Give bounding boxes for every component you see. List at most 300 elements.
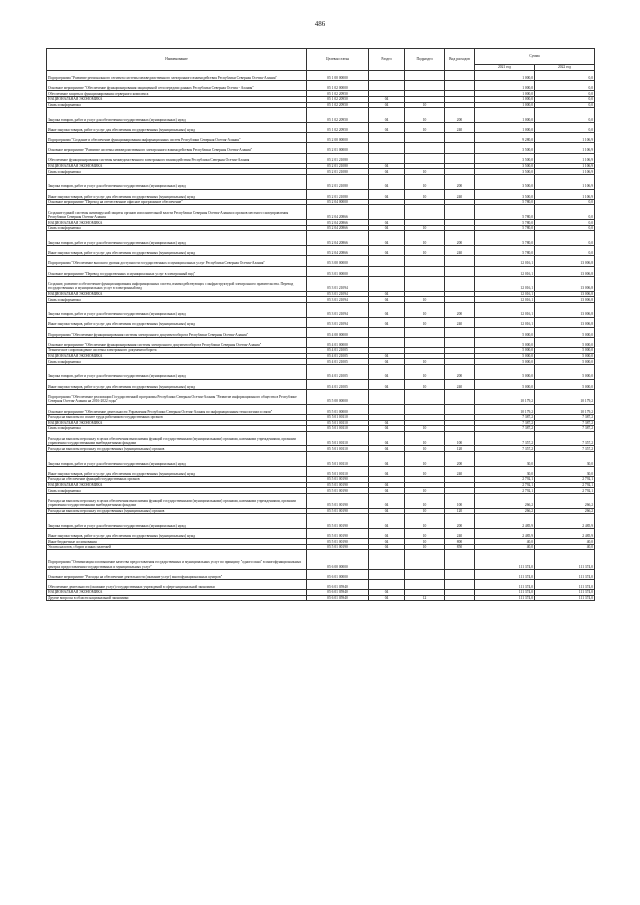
cell-sum-2021: 5 000,0	[475, 364, 535, 379]
cell-section: 04	[369, 493, 405, 508]
table-row	[47, 122, 595, 132]
cell-sum-2022: 111 374,0	[535, 590, 595, 596]
cell-expense-type: 100	[445, 493, 475, 508]
cell-target-code: 05 5 01 00190	[307, 539, 369, 545]
cell-sum-2021: 266,2	[475, 493, 535, 508]
cell-target-code: 05 3 01 21094	[307, 276, 369, 291]
cell-target-code: 05 3 01 21094	[307, 297, 369, 303]
cell-section: 04	[369, 539, 405, 545]
cell-section	[369, 327, 405, 337]
table-row	[47, 108, 595, 123]
cell-sum-2021: 2 792,1	[475, 482, 535, 488]
cell-section: 04	[369, 291, 405, 297]
cell-section: 04	[369, 317, 405, 327]
cell-section	[369, 143, 405, 153]
header-year-2022: 2022 год	[535, 65, 595, 71]
cell-expense-type	[445, 81, 475, 91]
table-row	[47, 493, 595, 508]
cell-name: Подпрограмма "Создание и обеспечение функционирования информационных систем Республики Северная Осетия-Алания"	[47, 133, 307, 143]
cell-section: 04	[369, 163, 405, 169]
cell-section	[369, 550, 405, 569]
table-row	[47, 466, 595, 476]
cell-name: Основное мероприятие "Развитие системы межведомственного электронного взаимодействия Республики Северная Осетия-Алания"	[47, 143, 307, 153]
cell-subsection: 10	[405, 466, 445, 476]
cell-name: Обеспечение функционирования системы межведомственного электронного взаимодействия Республики Северная Осетия-Алания	[47, 153, 307, 163]
cell-name: НАЦИОНАЛЬНАЯ ЭКОНОМИКА	[47, 420, 307, 426]
cell-sum-2022: 7 387,2	[535, 414, 595, 420]
cell-subsection: 10	[405, 297, 445, 303]
cell-section: 04	[369, 231, 405, 246]
cell-target-code: 05 5 01 00190	[307, 514, 369, 529]
cell-sum-2021: 111 374,0	[475, 595, 535, 601]
cell-target-code: 05 2 04 20866	[307, 220, 369, 226]
table-row	[47, 256, 595, 266]
cell-expense-type	[445, 595, 475, 601]
cell-name: Связь и информатика	[47, 426, 307, 432]
cell-sum-2022: 111 374,0	[535, 550, 595, 569]
header-subsection: Подраздел	[405, 49, 445, 71]
cell-target-code: 05 5 01 00000	[307, 404, 369, 414]
cell-subsection: 10	[405, 225, 445, 231]
cell-subsection: 10	[405, 317, 445, 327]
cell-name: Связь и информатика	[47, 297, 307, 303]
cell-target-code: 05 5 01 00190	[307, 493, 369, 508]
cell-name: Закупка товаров, работ и услуг для обеспечения государственных (муниципальных) нужд	[47, 452, 307, 467]
cell-name: Иные закупки товаров, работ и услуг для обеспечения государственных (муниципальных) нужд	[47, 529, 307, 539]
cell-target-code: 05 2 01 21080	[307, 153, 369, 163]
cell-section: 04	[369, 353, 405, 359]
cell-sum-2022: 1 106,9	[535, 169, 595, 175]
cell-sum-2022: 13 006,8	[535, 276, 595, 291]
cell-expense-type: 240	[445, 317, 475, 327]
cell-sum-2021: 7 387,2	[475, 420, 535, 426]
cell-name: Закупка товаров, работ и услуг для обеспечения государственных (муниципальных) нужд	[47, 302, 307, 317]
cell-name: Обеспечение защиты и функционирования серверного комплекса	[47, 91, 307, 97]
cell-section: 04	[369, 426, 405, 432]
cell-name: НАЦИОНАЛЬНАЯ ЭКОНОМИКА	[47, 482, 307, 488]
cell-name: Иные закупки товаров, работ и услуг для обеспечения государственных (муниципальных) нужд	[47, 317, 307, 327]
cell-name: Закупка товаров, работ и услуг для обеспечения государственных (муниципальных) нужд	[47, 231, 307, 246]
cell-expense-type: 200	[445, 302, 475, 317]
cell-sum-2022: 2 792,1	[535, 477, 595, 483]
cell-expense-type: 200	[445, 108, 475, 123]
cell-sum-2022: 0,0	[535, 81, 595, 91]
cell-sum-2021: 5 780,0	[475, 231, 535, 246]
cell-section: 04	[369, 174, 405, 189]
cell-sum-2022: 5 000,0	[535, 379, 595, 389]
cell-subsection: 10	[405, 488, 445, 494]
cell-sum-2022: 0,0	[535, 71, 595, 81]
cell-section	[369, 579, 405, 589]
cell-subsection	[405, 550, 445, 569]
cell-subsection	[405, 404, 445, 414]
cell-name: Закупка товаров, работ и услуг для обеспечения государственных (муниципальных) нужд	[47, 108, 307, 123]
cell-target-code: 05 5 01 00110	[307, 426, 369, 432]
cell-section: 04	[369, 225, 405, 231]
table-row	[47, 302, 595, 317]
cell-target-code: 05 4 01 21005	[307, 379, 369, 389]
cell-sum-2021: 266,2	[475, 508, 535, 514]
table-row	[47, 595, 595, 601]
cell-expense-type: 850	[445, 544, 475, 550]
cell-sum-2021: 1 000,0	[475, 91, 535, 97]
cell-subsection: 10	[405, 446, 445, 452]
cell-section: 04	[369, 102, 405, 108]
cell-sum-2021: 12 016,1	[475, 266, 535, 276]
cell-target-code: 05 2 01 21080	[307, 189, 369, 199]
table-header	[47, 49, 595, 71]
table-row	[47, 550, 595, 569]
cell-sum-2022: 7 357,2	[535, 431, 595, 446]
cell-sum-2021: 3 500,0	[475, 163, 535, 169]
cell-name: Иные закупки товаров, работ и услуг для обеспечения государственных (муниципальных) нужд	[47, 466, 307, 476]
cell-target-code: 05 5 01 00190	[307, 529, 369, 539]
cell-subsection: 10	[405, 508, 445, 514]
cell-sum-2021: 1 000,0	[475, 71, 535, 81]
cell-sum-2022: 5 000,0	[535, 327, 595, 337]
cell-subsection: 10	[405, 364, 445, 379]
cell-section	[369, 404, 405, 414]
cell-sum-2022: 13 006,8	[535, 256, 595, 266]
cell-section: 04	[369, 220, 405, 226]
cell-sum-2022: 0,0	[535, 205, 595, 220]
cell-sum-2022: 40,0	[535, 544, 595, 550]
table-row	[47, 431, 595, 446]
cell-name: Основное мероприятие "Переход на отечественное офисное программное обеспечение"	[47, 199, 307, 205]
cell-name: Основное мероприятие "Обеспечение функционирования защищенной сети передачи данных Республики Северная Осетия - Алания"	[47, 81, 307, 91]
cell-target-code: 05 1 02 20950	[307, 91, 369, 97]
header-year-2021: 2021 год	[475, 65, 535, 71]
cell-subsection: 10	[405, 493, 445, 508]
cell-section: 04	[369, 544, 405, 550]
cell-sum-2022: 111 374,0	[535, 569, 595, 579]
cell-expense-type: 120	[445, 446, 475, 452]
cell-expense-type: 200	[445, 364, 475, 379]
cell-expense-type: 240	[445, 466, 475, 476]
cell-sum-2021: 12 016,1	[475, 256, 535, 266]
cell-section: 04	[369, 379, 405, 389]
cell-sum-2022: 2 792,1	[535, 482, 595, 488]
cell-sum-2021: 2 485,9	[475, 514, 535, 529]
cell-name: Основное мероприятие "Расходы на обеспечение деятельности (оказание услуг) многофункциональных центров"	[47, 569, 307, 579]
cell-subsection: 10	[405, 514, 445, 529]
cell-subsection	[405, 569, 445, 579]
cell-subsection: 10	[405, 431, 445, 446]
cell-subsection: 10	[405, 426, 445, 432]
cell-name: НАЦИОНАЛЬНАЯ ЭКОНОМИКА	[47, 291, 307, 297]
cell-name: Расходы на обеспечение функций государственных органов	[47, 477, 307, 483]
cell-section: 04	[369, 246, 405, 256]
cell-sum-2022: 1 106,9	[535, 153, 595, 163]
cell-section	[369, 153, 405, 163]
table-row	[47, 337, 595, 347]
cell-expense-type	[445, 327, 475, 337]
cell-name: Основное мероприятие "Обеспечение функционирования системы электронного документооборота Республики Северная Осетия-Алания"	[47, 337, 307, 347]
cell-sum-2022: 0,0	[535, 225, 595, 231]
cell-sum-2021: 12 016,1	[475, 297, 535, 303]
cell-sum-2021: 5 780,0	[475, 246, 535, 256]
cell-subsection: 10	[405, 452, 445, 467]
cell-sum-2021: 1 000,0	[475, 108, 535, 123]
cell-expense-type	[445, 205, 475, 220]
cell-target-code: 05 5 01 00190	[307, 482, 369, 488]
cell-expense-type: 800	[445, 539, 475, 545]
cell-sum-2022: 0,0	[535, 220, 595, 226]
cell-section: 04	[369, 452, 405, 467]
cell-target-code: 05 4 01 21005	[307, 353, 369, 359]
cell-sum-2021: 7 387,2	[475, 414, 535, 420]
cell-sum-2022: 7 387,2	[535, 420, 595, 426]
cell-name: Подпрограмма "Оптимизация и повышение качества предоставления государственных и муниципальных услуг по принципу "одного окна" в многофункциональных центрах предоставления государственных и муниципальных услуг"	[47, 550, 307, 569]
cell-sum-2021: 30,0	[475, 452, 535, 467]
cell-target-code: 05 3 00 00000	[307, 256, 369, 266]
cell-sum-2021: 5 000,0	[475, 359, 535, 365]
cell-expense-type: 240	[445, 529, 475, 539]
cell-target-code: 05 1 02 20950	[307, 96, 369, 102]
cell-name: Иные закупки товаров, работ и услуг для обеспечения государственных (муниципальных) нужд	[47, 379, 307, 389]
cell-sum-2021: 5 000,0	[475, 379, 535, 389]
cell-subsection	[405, 153, 445, 163]
cell-name: Связь и информатика	[47, 359, 307, 365]
cell-subsection: 10	[405, 174, 445, 189]
cell-target-code: 05 2 04 20866	[307, 225, 369, 231]
cell-sum-2021: 12 016,1	[475, 317, 535, 327]
cell-sum-2022: 2 485,9	[535, 514, 595, 529]
cell-name: Иные закупки товаров, работ и услуг для обеспечения государственных (муниципальных) нужд	[47, 246, 307, 256]
cell-expense-type	[445, 266, 475, 276]
cell-expense-type: 240	[445, 189, 475, 199]
cell-name: Обеспечение деятельности (оказание услуг) государственных учреждений в сфере национальной экономики	[47, 579, 307, 589]
cell-sum-2022: 111 374,0	[535, 579, 595, 589]
cell-expense-type: 200	[445, 174, 475, 189]
cell-sum-2022: 10 179,2	[535, 389, 595, 404]
cell-sum-2022: 10 179,2	[535, 404, 595, 414]
cell-sum-2021: 7 357,2	[475, 446, 535, 452]
cell-name: НАЦИОНАЛЬНАЯ ЭКОНОМИКА	[47, 353, 307, 359]
cell-expense-type: 100	[445, 431, 475, 446]
cell-sum-2021: 2 792,1	[475, 477, 535, 483]
cell-section: 04	[369, 595, 405, 601]
cell-section	[369, 81, 405, 91]
cell-name: Основное мероприятие "Обеспечение деятельности Управления Республики Северная Осетия-Алания по информационным технологиям и связи"	[47, 404, 307, 414]
cell-sum-2021: 7 387,2	[475, 426, 535, 432]
cell-name: Связь и информатика	[47, 225, 307, 231]
cell-target-code: 05 2 04 20866	[307, 246, 369, 256]
cell-sum-2022: 0,0	[535, 246, 595, 256]
cell-sum-2021: 3 500,0	[475, 189, 535, 199]
table-row	[47, 205, 595, 220]
cell-sum-2021: 3 500,0	[475, 153, 535, 163]
cell-sum-2022: 13 006,8	[535, 266, 595, 276]
cell-expense-type: 240	[445, 379, 475, 389]
cell-section: 04	[369, 189, 405, 199]
table-row	[47, 404, 595, 414]
cell-sum-2021: 3 500,0	[475, 174, 535, 189]
cell-target-code: 05 2 04 00000	[307, 199, 369, 205]
cell-name: Закупка товаров, работ и услуг для обеспечения государственных (муниципальных) нужд	[47, 174, 307, 189]
cell-target-code: 05 1 02 20950	[307, 102, 369, 108]
cell-subsection: 10	[405, 102, 445, 108]
header-expense-type: Вид расходов	[445, 49, 475, 71]
cell-expense-type	[445, 337, 475, 347]
cell-target-code: 05 4 01 21005	[307, 348, 369, 354]
cell-sum-2022: 1 106,9	[535, 174, 595, 189]
cell-sum-2021: 111 374,0	[475, 550, 535, 569]
cell-section	[369, 337, 405, 347]
cell-sum-2022: 13 006,8	[535, 302, 595, 317]
cell-expense-type: 240	[445, 246, 475, 256]
cell-sum-2021: 111 374,0	[475, 569, 535, 579]
cell-sum-2022: 5 000,0	[535, 337, 595, 347]
cell-sum-2022: 1 106,9	[535, 133, 595, 143]
cell-name: Связь и информатика	[47, 169, 307, 175]
cell-subsection	[405, 81, 445, 91]
table-row	[47, 452, 595, 467]
cell-subsection: 10	[405, 231, 445, 246]
cell-subsection: 10	[405, 539, 445, 545]
cell-subsection: 10	[405, 359, 445, 365]
cell-name: Расходы на выплаты персоналу в целях обеспечения выполнения функций государственными (муниципальными) органами, казенными учреждениями, органами управления государственными внебюджетными фондами	[47, 431, 307, 446]
cell-section: 04	[369, 488, 405, 494]
cell-sum-2021: 10 179,2	[475, 404, 535, 414]
cell-sum-2022: 111 374,0	[535, 595, 595, 601]
cell-name: НАЦИОНАЛЬНАЯ ЭКОНОМИКА	[47, 220, 307, 226]
cell-target-code: 05 5 01 00110	[307, 466, 369, 476]
cell-sum-2022: 0,0	[535, 199, 595, 205]
table-row	[47, 153, 595, 163]
cell-sum-2022: 1 106,9	[535, 143, 595, 153]
table-row	[47, 189, 595, 199]
cell-sum-2022: 0,0	[535, 108, 595, 123]
cell-sum-2022: 40,0	[535, 539, 595, 545]
cell-sum-2022: 5 000,0	[535, 364, 595, 379]
cell-target-code: 05 5 01 00110	[307, 452, 369, 467]
cell-sum-2022: 0,0	[535, 91, 595, 97]
cell-sum-2021: 5 780,0	[475, 220, 535, 226]
cell-sum-2021: 5 000,0	[475, 337, 535, 347]
cell-sum-2021: 12 016,1	[475, 291, 535, 297]
cell-expense-type	[445, 579, 475, 589]
header-name: Наименование	[47, 49, 307, 71]
cell-sum-2021: 111 374,0	[475, 590, 535, 596]
cell-target-code: 05 4 01 00000	[307, 337, 369, 347]
cell-name: Подпрограмма "Обеспечение высокого уровня доступности государственных и муниципальных услуг Республики Северная Осетия-Алания"	[47, 256, 307, 266]
cell-expense-type: 240	[445, 122, 475, 132]
cell-name: Расходы на выплаты персоналу в целях обеспечения выполнения функций государственными (муниципальными) органами, казенными учреждениями, органами управления государственными внебюджетными фондами	[47, 493, 307, 508]
cell-section: 04	[369, 508, 405, 514]
cell-sum-2021: 12 016,1	[475, 302, 535, 317]
cell-name: Закупка товаров, работ и услуг для обеспечения государственных (муниципальных) нужд	[47, 364, 307, 379]
cell-sum-2021: 5 780,0	[475, 225, 535, 231]
cell-section: 04	[369, 420, 405, 426]
cell-section	[369, 71, 405, 81]
cell-name: Иные бюджетные ассигнования	[47, 539, 307, 545]
cell-sum-2021: 3 500,0	[475, 143, 535, 153]
cell-subsection	[405, 133, 445, 143]
cell-sum-2021: 3 500,0	[475, 169, 535, 175]
cell-sum-2021: 1 000,0	[475, 102, 535, 108]
cell-name: Расходы на выплаты персоналу государственных (муниципальных) органов	[47, 508, 307, 514]
cell-subsection: 10	[405, 544, 445, 550]
cell-expense-type: 200	[445, 231, 475, 246]
cell-sum-2021: 1 000,0	[475, 96, 535, 102]
cell-sum-2021: 1 000,0	[475, 81, 535, 91]
table-row	[47, 143, 595, 153]
cell-subsection	[405, 579, 445, 589]
cell-target-code: 05 5 00 00000	[307, 389, 369, 404]
table-row	[47, 276, 595, 291]
cell-target-code: 05 5 01 00110	[307, 446, 369, 452]
table-row	[47, 231, 595, 246]
header-sum: Сумма	[475, 49, 595, 65]
cell-target-code: 05 1 02 00000	[307, 81, 369, 91]
cell-section	[369, 569, 405, 579]
cell-expense-type	[445, 143, 475, 153]
cell-sum-2022: 0,0	[535, 102, 595, 108]
cell-expense-type	[445, 153, 475, 163]
cell-subsection: 12	[405, 595, 445, 601]
cell-name: Расходы на выплаты персоналу государственных (муниципальных) органов	[47, 446, 307, 452]
cell-sum-2022: 13 006,8	[535, 291, 595, 297]
cell-target-code: 05 6 01 05940	[307, 595, 369, 601]
cell-sum-2021: 5 000,0	[475, 348, 535, 354]
table-row	[47, 266, 595, 276]
cell-name: Связь и информатика	[47, 488, 307, 494]
cell-sum-2021: 1 000,0	[475, 122, 535, 132]
cell-target-code: 05 2 01 21080	[307, 174, 369, 189]
table-body	[47, 71, 595, 601]
table-row	[47, 246, 595, 256]
cell-subsection: 10	[405, 108, 445, 123]
header-section: Раздел	[369, 49, 405, 71]
cell-section: 04	[369, 359, 405, 365]
cell-section: 04	[369, 514, 405, 529]
cell-expense-type	[445, 389, 475, 404]
cell-subsection: 10	[405, 169, 445, 175]
cell-expense-type: 200	[445, 514, 475, 529]
cell-target-code: 05 6 01 00000	[307, 569, 369, 579]
cell-sum-2021: 5 780,0	[475, 199, 535, 205]
cell-target-code: 05 4 01 21005	[307, 364, 369, 379]
cell-subsection	[405, 205, 445, 220]
cell-section: 04	[369, 122, 405, 132]
cell-target-code: 05 5 01 00110	[307, 414, 369, 420]
cell-target-code: 05 5 01 00190	[307, 477, 369, 483]
cell-section: 04	[369, 482, 405, 488]
cell-target-code: 05 6 01 05940	[307, 579, 369, 589]
cell-name: Закупка товаров, работ и услуг для обеспечения государственных (муниципальных) нужд	[47, 514, 307, 529]
cell-sum-2022: 5 000,0	[535, 359, 595, 365]
cell-target-code: 05 3 01 21094	[307, 291, 369, 297]
cell-target-code: 05 2 00 00000	[307, 133, 369, 143]
cell-sum-2021: 5 000,0	[475, 353, 535, 359]
cell-target-code: 05 6 01 05940	[307, 590, 369, 596]
cell-section: 04	[369, 297, 405, 303]
cell-section: 04	[369, 364, 405, 379]
cell-subsection	[405, 389, 445, 404]
table-row	[47, 379, 595, 389]
cell-section	[369, 266, 405, 276]
cell-name: НАЦИОНАЛЬНАЯ ЭКОНОМИКА	[47, 96, 307, 102]
cell-sum-2021: 30,0	[475, 466, 535, 476]
cell-target-code: 05 6 00 00000	[307, 550, 369, 569]
cell-sum-2022: 2 792,1	[535, 488, 595, 494]
cell-name: Техническое сопровождение системы электронного документооборота	[47, 348, 307, 354]
cell-sum-2021: 2 792,1	[475, 488, 535, 494]
cell-name: Другие вопросы в области национальной экономики	[47, 595, 307, 601]
cell-section	[369, 389, 405, 404]
cell-expense-type: 200	[445, 452, 475, 467]
